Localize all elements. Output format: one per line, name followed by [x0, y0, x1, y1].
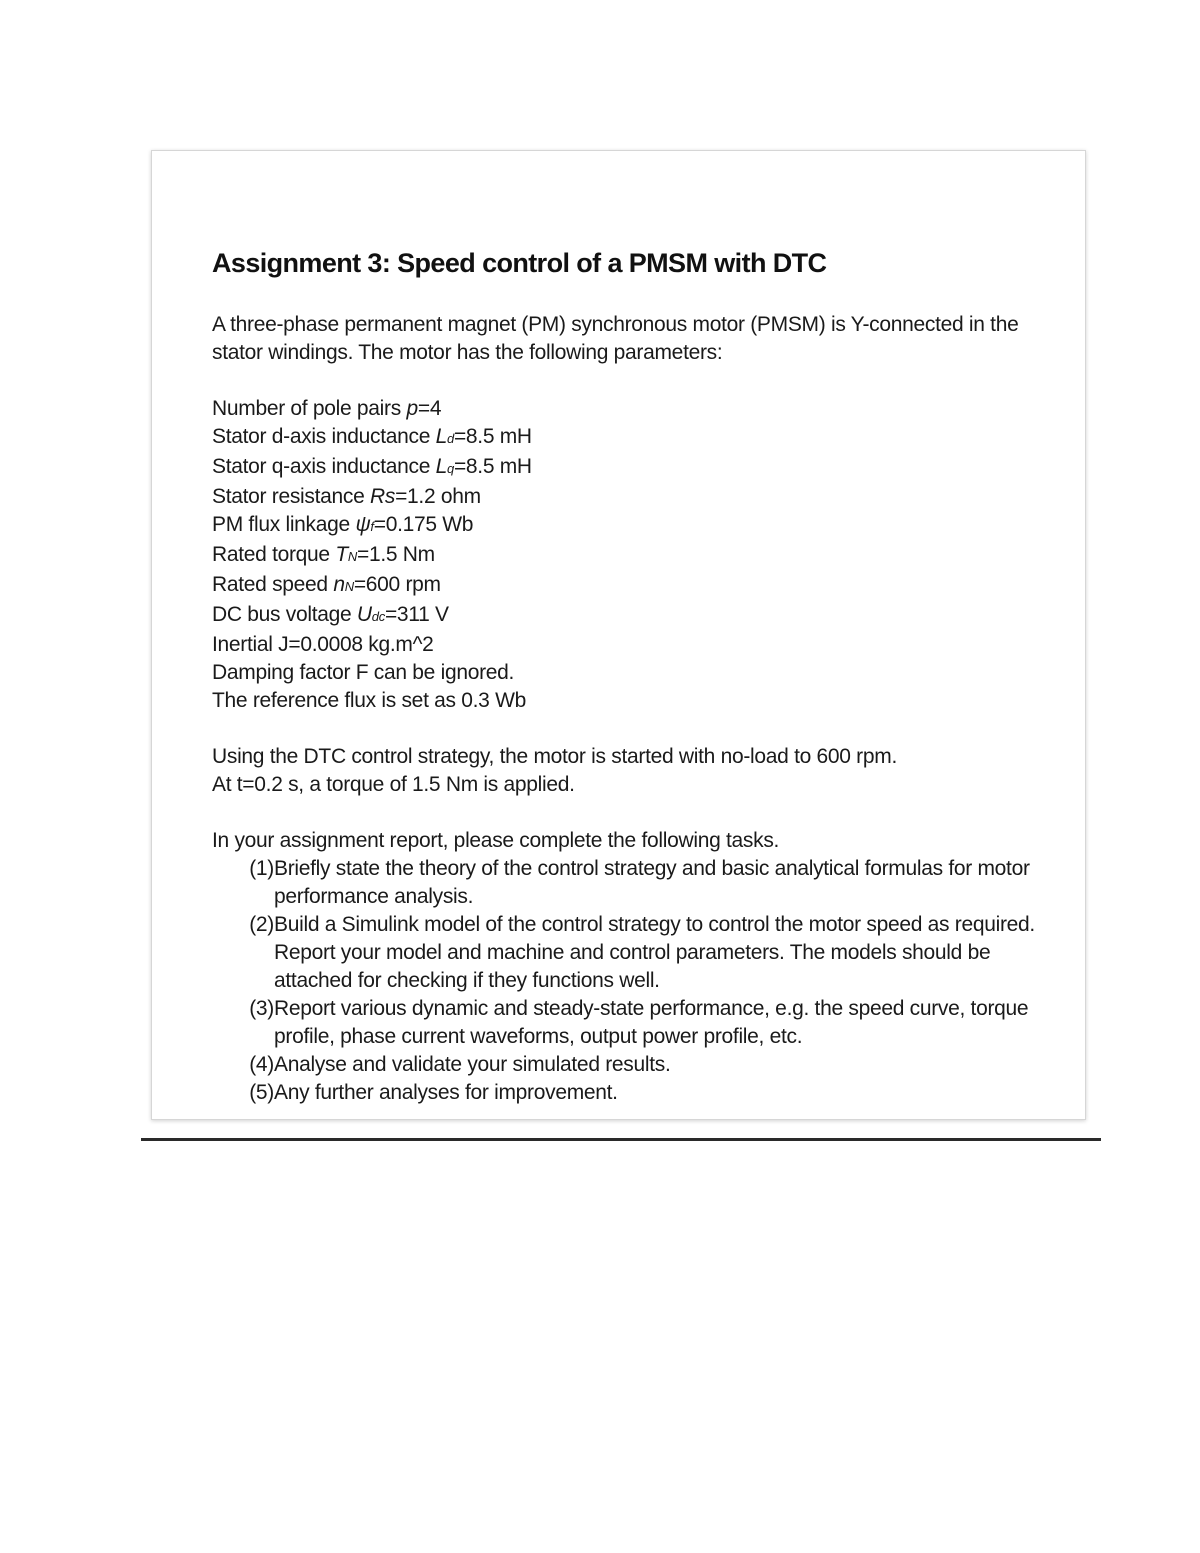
task-number: (1) [249, 857, 274, 880]
parameter-value: =0.175 Wb [373, 513, 474, 536]
parameter-symbol: p [406, 397, 418, 420]
parameter-line [212, 631, 1052, 659]
task-number: (2) [249, 913, 274, 936]
parameter-symbol: Rs [370, 485, 396, 508]
parameter-value: =311 V [384, 603, 449, 626]
parameter-value: =1.2 ohm [395, 485, 481, 508]
document-card [151, 150, 1086, 1120]
task-item [212, 911, 1052, 995]
parameter-value: =8.5 mH [453, 455, 532, 478]
parameter-line [212, 687, 1052, 715]
parameter-subscript: d [447, 431, 454, 446]
parameter-label: Damping factor F can be ignored. [212, 661, 515, 684]
parameter-label: Stator d-axis inductance [212, 425, 436, 448]
parameter-label: DC bus voltage [212, 603, 357, 626]
parameter-symbol: n [333, 573, 345, 596]
task-item [212, 1079, 1052, 1107]
parameter-label: Number of pole pairs [212, 397, 407, 420]
parameter-symbol: L [435, 425, 448, 448]
task-item [212, 855, 1052, 911]
scenario-line: At t=0.2 s, a torque of 1.5 Nm is applied. [212, 773, 575, 796]
parameter-symbol: T [335, 543, 348, 566]
task-list [212, 855, 1052, 1107]
parameter-symbol: ψ [355, 513, 371, 536]
parameter-label: Rated speed [212, 573, 334, 596]
parameter-symbol: U [356, 603, 372, 626]
parameter-label: The reference flux is set as 0.3 Wb [212, 689, 526, 712]
parameter-subscript: dc [371, 609, 385, 624]
parameter-line [212, 541, 1052, 571]
parameter-value: =600 rpm [353, 573, 441, 596]
parameter-line [212, 601, 1052, 631]
parameter-list [212, 395, 1052, 715]
task-item [212, 995, 1052, 1051]
parameter-line [212, 423, 1052, 453]
parameter-line [212, 395, 1052, 423]
parameter-label: Rated torque [212, 543, 336, 566]
horizontal-rule [141, 1138, 1101, 1141]
tasks-intro: In your assignment report, please complete the following tasks. [212, 829, 780, 852]
parameter-subscript: N [344, 579, 354, 594]
task-text: Analyse and validate your simulated results. [274, 1053, 671, 1076]
parameter-line [212, 453, 1052, 483]
scenario-paragraph [212, 743, 1052, 799]
parameter-line [212, 571, 1052, 601]
parameter-line [212, 511, 1052, 541]
parameter-label: Stator q-axis inductance [212, 455, 436, 478]
scenario-line: Using the DTC control strategy, the motor is started with no-load to 600 rpm. [212, 745, 897, 768]
parameter-value: =4 [417, 397, 442, 420]
task-number: (3) [249, 997, 274, 1020]
parameter-subscript: f [370, 519, 374, 534]
task-text: Briefly state the theory of the control strategy and basic analytical formulas for motor performance analysis. [274, 857, 1030, 908]
task-number: (4) [249, 1053, 274, 1076]
parameter-subscript: q [447, 461, 454, 476]
task-text: Report various dynamic and steady-state performance, e.g. the speed curve, torque profile, phase current waveforms, output power profile, etc. [274, 997, 1029, 1048]
document-content [212, 248, 1052, 1107]
parameter-label: Stator resistance [212, 485, 371, 508]
task-item [212, 1051, 1052, 1079]
parameter-symbol: L [435, 455, 448, 478]
parameter-value: =1.5 Nm [356, 543, 435, 566]
parameter-line [212, 659, 1052, 687]
parameter-label: Inertial J=0.0008 kg.m^2 [212, 633, 434, 656]
task-number: (5) [249, 1081, 274, 1104]
intro-paragraph: A three-phase permanent magnet (PM) synchronous motor (PMSM) is Y-connected in the stator windings. The motor has the following parameters: [212, 313, 1019, 364]
parameter-subscript: N [347, 549, 357, 564]
document-title: Assignment 3: Speed control of a PMSM with DTC [212, 248, 827, 278]
parameter-line [212, 483, 1052, 511]
task-text: Any further analyses for improvement. [274, 1081, 618, 1104]
parameter-label: PM flux linkage [212, 513, 356, 536]
task-text: Build a Simulink model of the control strategy to control the motor speed as required. Report your model and machine and control parameters. The models should be attached for checking if they functions well. [274, 913, 1035, 992]
parameter-value: =8.5 mH [453, 425, 532, 448]
